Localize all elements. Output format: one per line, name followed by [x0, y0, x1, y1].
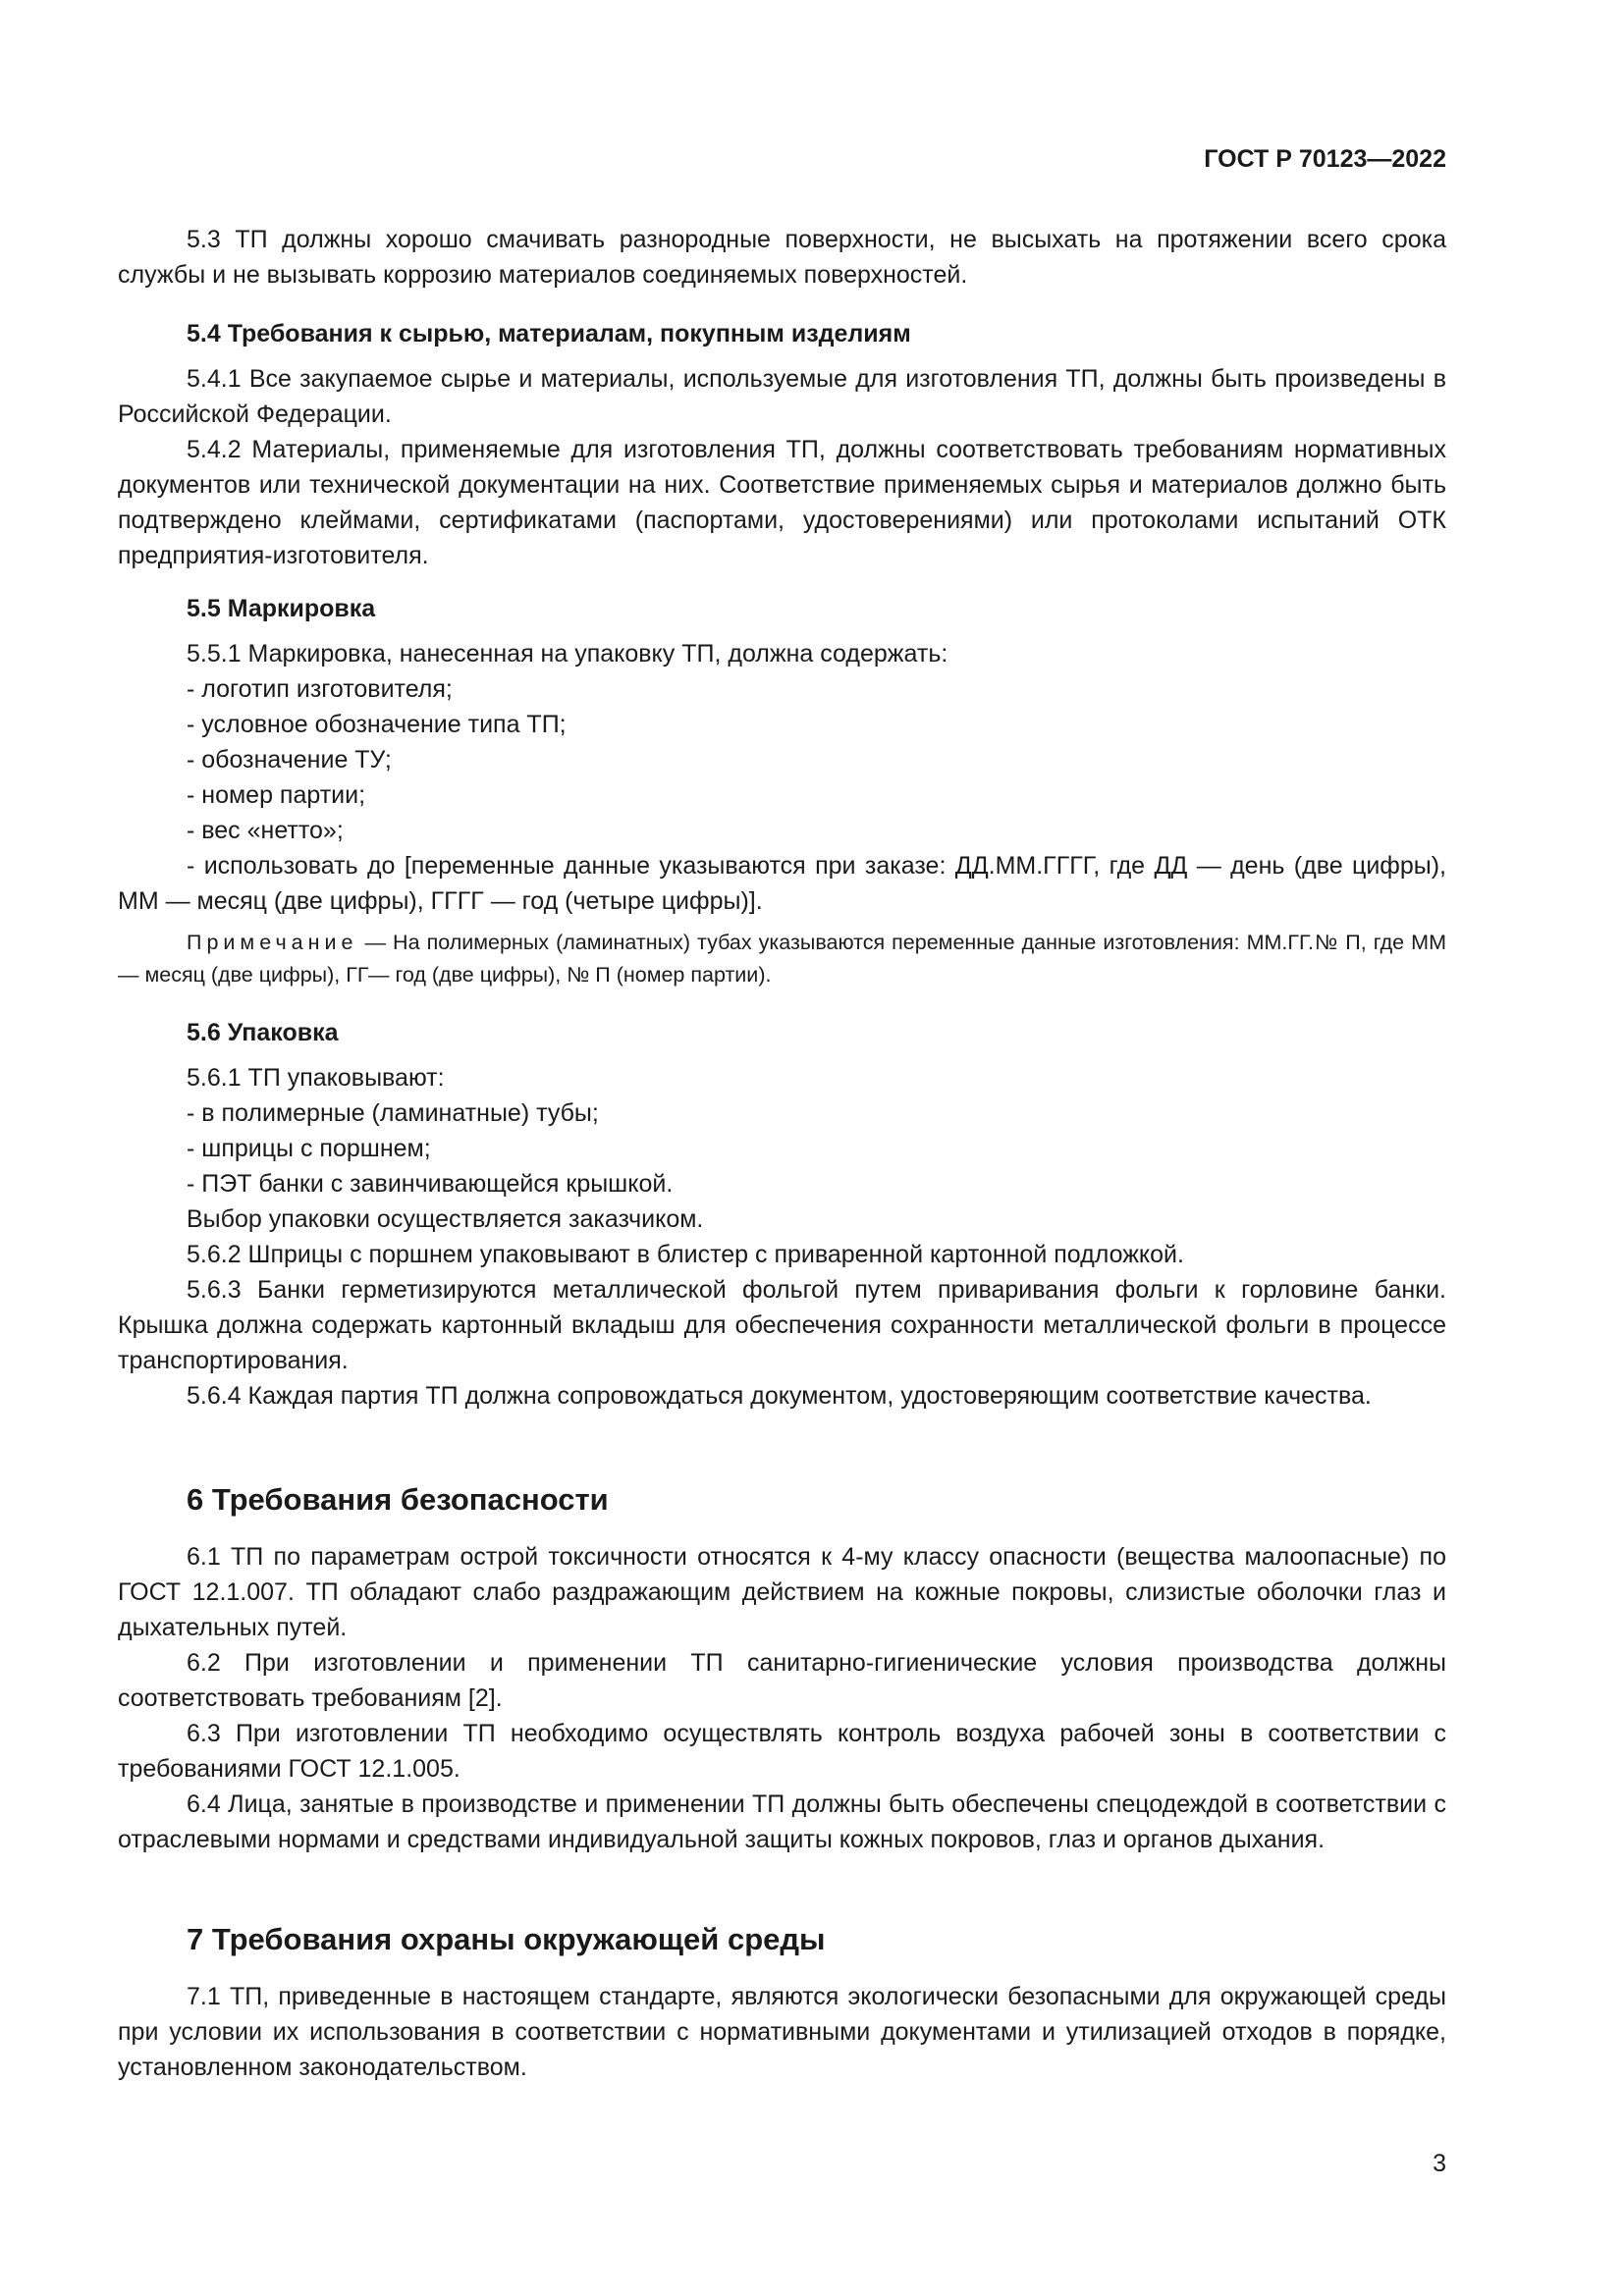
- heading-5-6: 5.6 Упаковка: [187, 1019, 339, 1046]
- section-6: [118, 1480, 1446, 1857]
- page-number: 3: [1433, 2150, 1446, 2177]
- list-item: - в полимерные (ламинатные) тубы;: [187, 1099, 599, 1127]
- paragraph-6-3: 6.3 При изготовлении ТП необходимо осуществлять контроль воздуха рабочей зоны в соответствии с требованиями ГОСТ 12.1.005.: [118, 1720, 1446, 1783]
- paragraph-5-4-1: 5.4.1 Все закупаемое сырье и материалы, используемые для изготовления ТП, должны быть произведены в Российской Федерации.: [118, 365, 1446, 428]
- list-item: - вес «нетто»;: [187, 817, 344, 844]
- section-5-5: [118, 591, 1446, 991]
- note-text: — На полимерных (ламинатных) тубах указываются переменные данные изготовления: ММ.ГГ.№ П, где ММ — месяц (две цифры), ГГ— год (две цифры), № П (номер партии).: [118, 931, 1446, 987]
- paragraph-6-2: 6.2 При изготовлении и применении ТП санитарно-гигиенические условия производства должны соответствовать требованиям [2].: [118, 1649, 1446, 1712]
- paragraph-5-6-2: 5.6.2 Шприцы с поршнем упаковывают в блистер с приваренной картонной подложкой.: [187, 1241, 1184, 1268]
- list-item-use-by: - использовать до [переменные данные указываются при заказе: ДД.ММ.ГГГГ, где ДД — день (две цифры), ММ — месяц (две цифры), ГГГГ — год (четыре цифры)].: [118, 852, 1446, 915]
- paragraph-5-6-4: 5.6.4 Каждая партия ТП должна сопровождаться документом, удостоверяющим соответствие качества.: [187, 1382, 1372, 1410]
- list-item: - обозначение ТУ;: [187, 746, 392, 774]
- paragraph-7-1: 7.1 ТП, приведенные в настоящем стандарте, являются экологически безопасными для окружающей среды при условии их использования в соответствии с нормативными документами и утилизацией отходов в порядке, установленном законодательством.: [118, 1983, 1446, 2081]
- paragraph-5-3: 5.3 ТП должны хорошо смачивать разнородные поверхности, не высыхать на протяжении всего срока службы и не вызывать коррозию материалов соединяемых поверхностей.: [118, 226, 1446, 289]
- paragraph-6-4: 6.4 Лица, занятые в производстве и применении ТП должны быть обеспечены спецодеждой в соответствии с отраслевыми нормами и средствами индивидуальной защиты кожных покровов, глаз и органов дыхания.: [118, 1790, 1446, 1853]
- list-item: - шприцы с поршнем;: [187, 1135, 431, 1162]
- list-item: - условное обозначение типа ТП;: [187, 711, 567, 738]
- list-item: - номер партии;: [187, 781, 366, 809]
- paragraph-5-4-2: 5.4.2 Материалы, применяемые для изготовления ТП, должны соответствовать требованиям нормативных документов или технической документации на них. Соответствие применяемых сырья и материалов должно быть подтверждено клеймами, сертификатами (паспортами, удостоверениями) или протоколами испытаний ОТК предприятия-изготовителя.: [118, 436, 1446, 569]
- section-7: [118, 1920, 1446, 2085]
- list-item: - логотип изготовителя;: [187, 675, 453, 703]
- note-5-5: [118, 927, 1446, 991]
- section-5-4: [118, 316, 1446, 573]
- heading-7: 7 Требования охраны окружающей среды: [187, 1922, 826, 1956]
- packaging-choice-text: Выбор упаковки осуществляется заказчиком.: [187, 1205, 704, 1233]
- heading-5-5: 5.5 Маркировка: [187, 595, 376, 622]
- paragraph-5-5-1: 5.5.1 Маркировка, нанесенная на упаковку ТП, должна содержать:: [187, 640, 948, 667]
- heading-6: 6 Требования безопасности: [187, 1482, 609, 1517]
- section-5-3: [118, 222, 1446, 293]
- paragraph-6-1: 6.1 ТП по параметрам острой токсичности относятся к 4-му классу опасности (вещества малоопасные) по ГОСТ 12.1.007. ТП обладают слабо раздражающим действием на кожные покровы, слизистые оболочки глаз и дыхательных путей.: [118, 1543, 1446, 1641]
- paragraph-5-6-1: 5.6.1 ТП упаковывают:: [187, 1064, 445, 1092]
- heading-5-4: 5.4 Требования к сырью, материалам, покупным изделиям: [187, 320, 911, 347]
- list-item: - ПЭТ банки с завинчивающейся крышкой.: [187, 1170, 674, 1198]
- note-label: Примечание: [187, 931, 358, 954]
- paragraph-5-6-3: 5.6.3 Банки герметизируются металлической фольгой путем приваривания фольги к горловине банки. Крышка должна содержать картонный вкладыш для обеспечения сохранности металлической фольги в процессе транспортирования.: [118, 1276, 1446, 1374]
- section-5-6: [118, 1015, 1446, 1414]
- document-code-header: ГОСТ Р 70123—2022: [1204, 145, 1446, 173]
